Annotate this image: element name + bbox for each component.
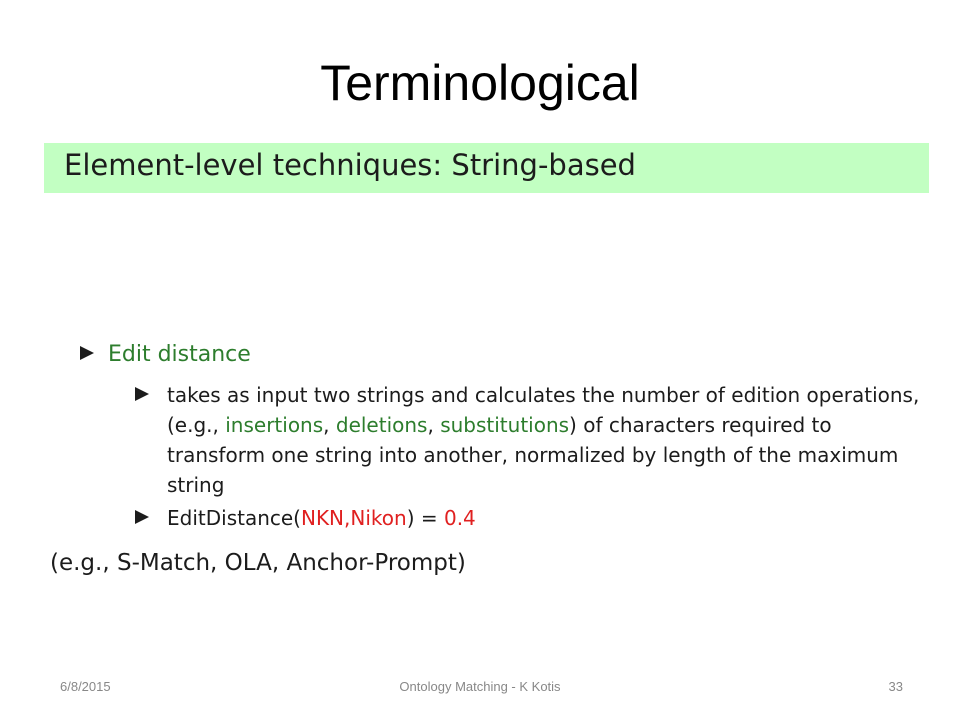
example-text — [167, 503, 927, 533]
section-banner — [44, 143, 929, 193]
bullet-label: Edit distance — [108, 342, 251, 367]
sub-bullet-example — [135, 503, 927, 533]
function-args: NKN,Nikon — [300, 506, 407, 530]
footer-title: Ontology Matching - K Kotis — [399, 679, 561, 694]
function-result: 0.4 — [443, 506, 476, 530]
bullet-edit-distance — [80, 342, 251, 367]
description-post: ) of characters required to transform one string into another, normalized by length of the maximum string — [167, 413, 899, 497]
slide-title: Terminological — [320, 55, 640, 111]
footer-page-number: 33 — [888, 679, 903, 694]
sub-bullet-text — [167, 380, 927, 500]
examples-line: (e.g., S-Match, OLA, Anchor-Prompt) — [50, 550, 466, 576]
separator: , — [427, 413, 441, 437]
bullet-triangle-icon — [80, 346, 94, 360]
function-name: EditDistance( — [167, 506, 301, 530]
sub-bullet-description — [135, 380, 927, 500]
equals-sign: ) = — [406, 506, 444, 530]
sub-bullet-triangle-icon — [135, 387, 149, 401]
term-deletions: deletions — [335, 413, 428, 437]
sub-bullet-triangle-icon — [135, 510, 149, 524]
term-insertions: insertions — [225, 413, 324, 437]
banner-text: Element-level techniques: String-based — [64, 148, 636, 182]
term-substitutions: substitutions — [440, 413, 570, 437]
description-pre: takes as input two strings and calculates the number of edition operations, (e.g., — [167, 383, 920, 437]
separator: , — [323, 413, 336, 437]
footer-date: 6/8/2015 — [60, 679, 111, 694]
